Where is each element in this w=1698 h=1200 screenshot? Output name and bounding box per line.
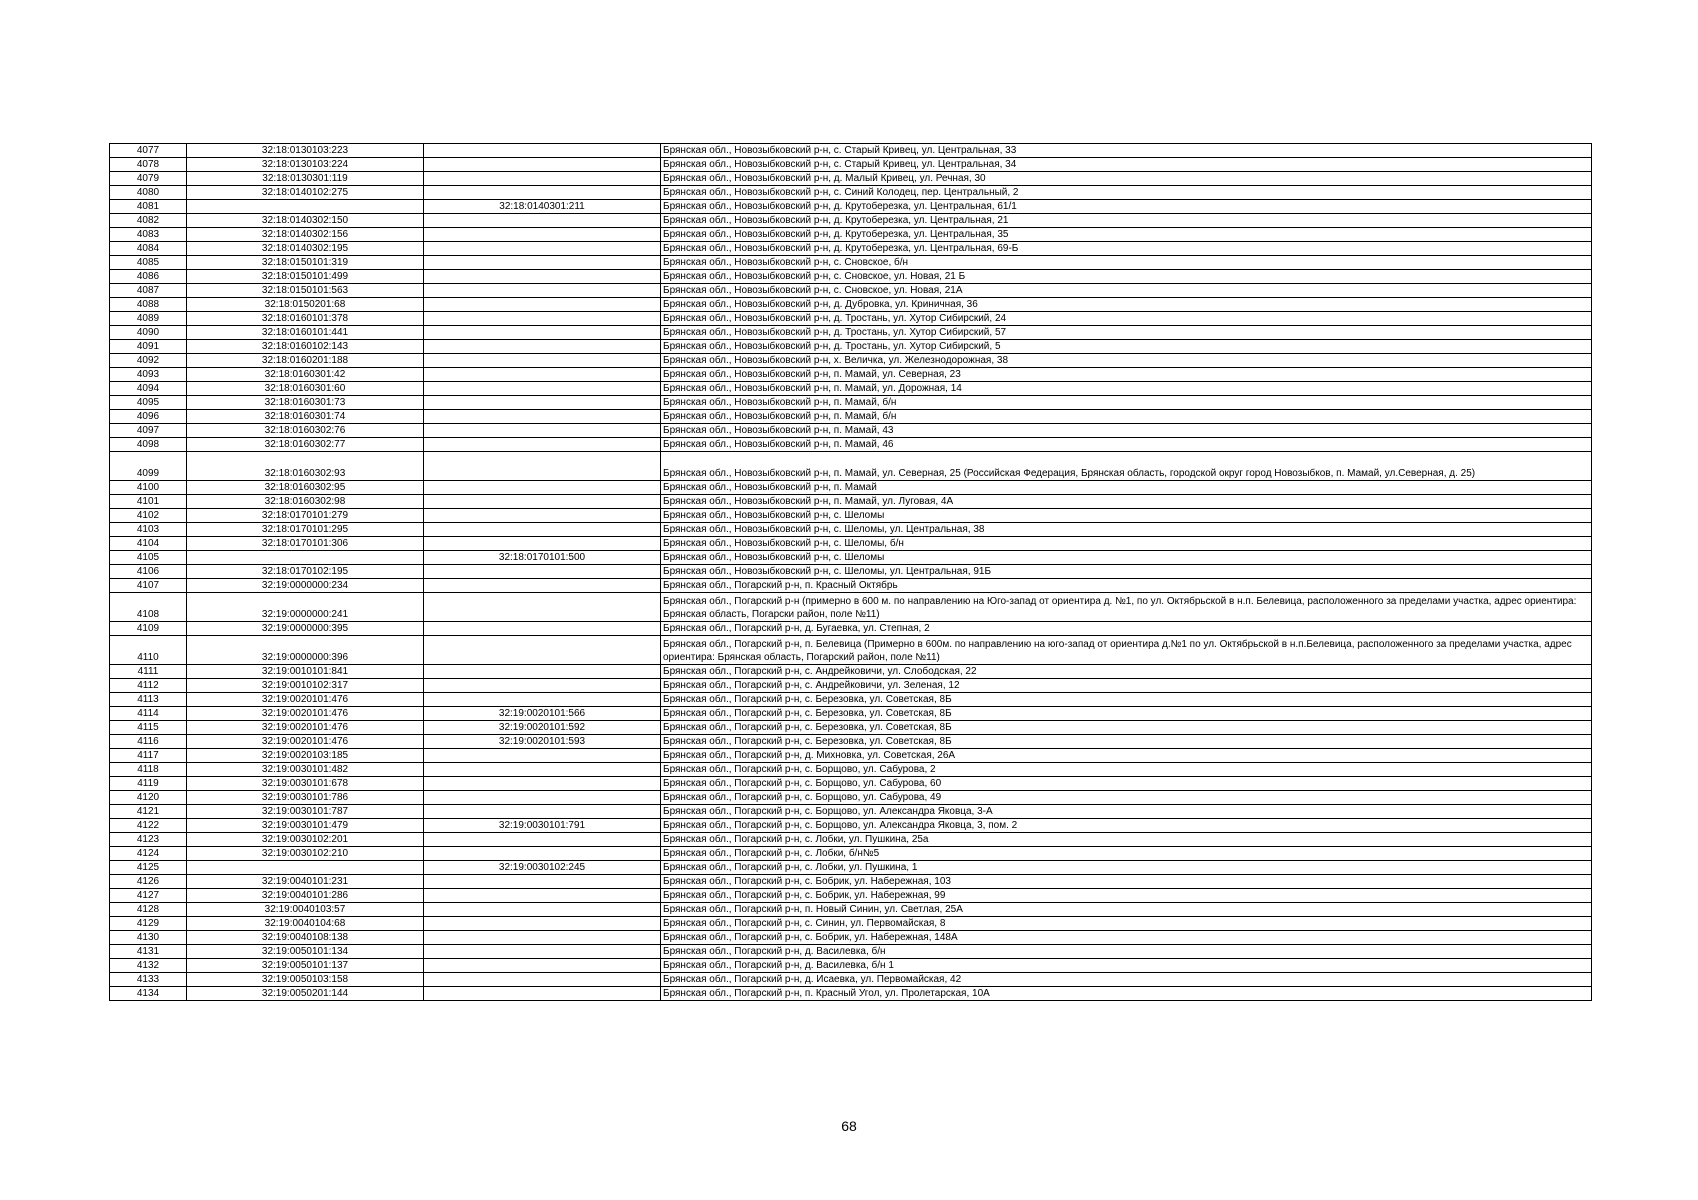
row-number-cell: 4120 [110, 791, 187, 805]
secondary-cadastral-number-cell: 32:19:0020101:593 [424, 735, 661, 749]
secondary-cadastral-number-cell [424, 931, 661, 945]
row-number-cell: 4093 [110, 368, 187, 382]
address-cell: Брянская обл., Погарский р-н, п. Белевица (Примерно в 600м. по направлению на юго-запад от ориентира д.№1 по ул. Октябрьской в н.п.Белевица, расположенного за пределами участка, адрес ориентира: Брянская область, Погарский район, поле №11) [661, 636, 1592, 665]
address-cell: Брянская обл., Погарский р-н, с. Бобрик, ул. Набережная, 103 [661, 875, 1592, 889]
table-row [110, 172, 1592, 186]
secondary-cadastral-number-cell [424, 973, 661, 987]
table-row [110, 721, 1592, 735]
cadastral-number-cell: 32:19:0000000:234 [187, 579, 424, 593]
row-number-cell: 4089 [110, 312, 187, 326]
cadastral-number-cell: 32:19:0030101:482 [187, 763, 424, 777]
address-cell: Брянская обл., Новозыбковский р-н, п. Мамай, 46 [661, 438, 1592, 452]
secondary-cadastral-number-cell [424, 382, 661, 396]
address-cell: Брянская обл., Новозыбковский р-н, с. Шеломы, ул. Центральная, 91Б [661, 565, 1592, 579]
cadastral-number-cell: 32:19:0050101:137 [187, 959, 424, 973]
address-cell: Брянская обл., Погарский р-н, с. Бобрик, ул. Набережная, 99 [661, 889, 1592, 903]
row-number-cell: 4132 [110, 959, 187, 973]
address-cell: Брянская обл., Новозыбковский р-н, д. Тростань, ул. Хутор Сибирский, 57 [661, 326, 1592, 340]
secondary-cadastral-number-cell [424, 917, 661, 931]
table-row [110, 551, 1592, 565]
cadastral-number-cell: 32:18:0130301:119 [187, 172, 424, 186]
table-row [110, 537, 1592, 551]
secondary-cadastral-number-cell [424, 256, 661, 270]
secondary-cadastral-number-cell [424, 791, 661, 805]
cadastral-number-cell: 32:19:0040101:286 [187, 889, 424, 903]
secondary-cadastral-number-cell [424, 945, 661, 959]
row-number-cell: 4091 [110, 340, 187, 354]
secondary-cadastral-number-cell: 32:19:0030102:245 [424, 861, 661, 875]
table-row [110, 354, 1592, 368]
table-row [110, 622, 1592, 636]
row-number-cell: 4096 [110, 410, 187, 424]
cadastral-number-cell: 32:19:0020103:185 [187, 749, 424, 763]
row-number-cell: 4118 [110, 763, 187, 777]
table-row [110, 228, 1592, 242]
table-row [110, 875, 1592, 889]
row-number-cell: 4109 [110, 622, 187, 636]
row-number-cell: 4097 [110, 424, 187, 438]
row-number-cell: 4099 [110, 452, 187, 481]
secondary-cadastral-number-cell [424, 579, 661, 593]
table-row [110, 889, 1592, 903]
row-number-cell: 4079 [110, 172, 187, 186]
table-row [110, 200, 1592, 214]
table-row [110, 665, 1592, 679]
address-cell: Брянская обл., Погарский р-н, п. Новый Синин, ул. Светлая, 25А [661, 903, 1592, 917]
table-row [110, 481, 1592, 495]
secondary-cadastral-number-cell [424, 959, 661, 973]
address-cell: Брянская обл., Новозыбковский р-н, с. Синий Колодец, пер. Центральный, 2 [661, 186, 1592, 200]
secondary-cadastral-number-cell [424, 326, 661, 340]
secondary-cadastral-number-cell [424, 214, 661, 228]
cadastral-number-cell: 32:18:0150101:563 [187, 284, 424, 298]
secondary-cadastral-number-cell: 32:18:0170101:500 [424, 551, 661, 565]
row-number-cell: 4114 [110, 707, 187, 721]
cadastral-number-cell: 32:18:0170101:306 [187, 537, 424, 551]
table-row [110, 410, 1592, 424]
secondary-cadastral-number-cell [424, 410, 661, 424]
row-number-cell: 4122 [110, 819, 187, 833]
cadastral-number-cell: 32:18:0160301:73 [187, 396, 424, 410]
row-number-cell: 4116 [110, 735, 187, 749]
cadastral-number-cell: 32:19:0040108:138 [187, 931, 424, 945]
secondary-cadastral-number-cell [424, 777, 661, 791]
cadastral-number-cell: 32:18:0150101:319 [187, 256, 424, 270]
table-row [110, 707, 1592, 721]
row-number-cell: 4129 [110, 917, 187, 931]
secondary-cadastral-number-cell [424, 763, 661, 777]
row-number-cell: 4117 [110, 749, 187, 763]
cadastral-number-cell: 32:18:0170101:279 [187, 509, 424, 523]
table-row [110, 917, 1592, 931]
address-cell: Брянская обл., Новозыбковский р-н, д. Дубровка, ул. Криничная, 36 [661, 298, 1592, 312]
cadastral-number-cell: 32:19:0030101:678 [187, 777, 424, 791]
cadastral-number-cell: 32:19:0020101:476 [187, 735, 424, 749]
secondary-cadastral-number-cell [424, 749, 661, 763]
table-row [110, 438, 1592, 452]
secondary-cadastral-number-cell [424, 270, 661, 284]
table-row [110, 396, 1592, 410]
row-number-cell: 4077 [110, 144, 187, 158]
secondary-cadastral-number-cell [424, 298, 661, 312]
table-row [110, 903, 1592, 917]
address-cell: Брянская обл., Погарский р-н, с. Березовка, ул. Советская, 8Б [661, 707, 1592, 721]
secondary-cadastral-number-cell [424, 875, 661, 889]
secondary-cadastral-number-cell: 32:19:0020101:592 [424, 721, 661, 735]
table-row [110, 144, 1592, 158]
table-row [110, 973, 1592, 987]
secondary-cadastral-number-cell [424, 903, 661, 917]
address-cell: Брянская обл., Погарский р-н, д. Василевка, б/н [661, 945, 1592, 959]
cadastral-number-cell: 32:19:0030102:210 [187, 847, 424, 861]
address-cell: Брянская обл., Новозыбковский р-н, д. Крутоберезка, ул. Центральная, 21 [661, 214, 1592, 228]
table-row [110, 242, 1592, 256]
secondary-cadastral-number-cell [424, 186, 661, 200]
address-cell: Брянская обл., Новозыбковский р-н, д. Тростань, ул. Хутор Сибирский, 5 [661, 340, 1592, 354]
cadastral-number-cell: 32:19:0000000:241 [187, 593, 424, 622]
address-cell: Брянская обл., Новозыбковский р-н, д. Крутоберезка, ул. Центральная, 69-Б [661, 242, 1592, 256]
cadastral-number-cell: 32:18:0160302:95 [187, 481, 424, 495]
table-row [110, 424, 1592, 438]
address-cell: Брянская обл., Погарский р-н, д. Исаевка, ул. Первомайская, 42 [661, 973, 1592, 987]
row-number-cell: 4134 [110, 987, 187, 1001]
secondary-cadastral-number-cell [424, 396, 661, 410]
cadastral-number-cell: 32:18:0170102:195 [187, 565, 424, 579]
address-cell: Брянская обл., Погарский р-н, с. Андрейковичи, ул. Зеленая, 12 [661, 679, 1592, 693]
table-row [110, 326, 1592, 340]
address-cell: Брянская обл., Новозыбковский р-н, п. Мамай, 43 [661, 424, 1592, 438]
secondary-cadastral-number-cell [424, 452, 661, 481]
cadastral-number-cell [187, 551, 424, 565]
table-row [110, 987, 1592, 1001]
row-number-cell: 4088 [110, 298, 187, 312]
address-cell: Брянская обл., Погарский р-н, с. Борщово, ул. Сабурова, 49 [661, 791, 1592, 805]
table-row [110, 368, 1592, 382]
table-row [110, 636, 1592, 665]
secondary-cadastral-number-cell [424, 693, 661, 707]
table-row [110, 805, 1592, 819]
secondary-cadastral-number-cell [424, 523, 661, 537]
table-row [110, 847, 1592, 861]
table-row [110, 833, 1592, 847]
table-row [110, 523, 1592, 537]
secondary-cadastral-number-cell [424, 636, 661, 665]
address-cell: Брянская обл., Новозыбковский р-н, с. Старый Кривец, ул. Центральная, 34 [661, 158, 1592, 172]
row-number-cell: 4128 [110, 903, 187, 917]
address-cell: Брянская обл., Погарский р-н, д. Михновка, ул. Советская, 26А [661, 749, 1592, 763]
secondary-cadastral-number-cell [424, 228, 661, 242]
address-cell: Брянская обл., Погарский р-н, с. Березовка, ул. Советская, 8Б [661, 735, 1592, 749]
secondary-cadastral-number-cell: 32:19:0030101:791 [424, 819, 661, 833]
row-number-cell: 4102 [110, 509, 187, 523]
row-number-cell: 4123 [110, 833, 187, 847]
row-number-cell: 4081 [110, 200, 187, 214]
address-cell: Брянская обл., Погарский р-н, п. Красный Угол, ул. Пролетарская, 10А [661, 987, 1592, 1001]
row-number-cell: 4124 [110, 847, 187, 861]
secondary-cadastral-number-cell [424, 537, 661, 551]
table-row [110, 495, 1592, 509]
cadastral-number-cell: 32:18:0140102:275 [187, 186, 424, 200]
row-number-cell: 4133 [110, 973, 187, 987]
address-cell: Брянская обл., Погарский р-н, с. Борщово, ул. Сабурова, 60 [661, 777, 1592, 791]
table-row [110, 763, 1592, 777]
address-cell: Брянская обл., Новозыбковский р-н, п. Мамай, ул. Луговая, 4А [661, 495, 1592, 509]
table-row [110, 735, 1592, 749]
secondary-cadastral-number-cell [424, 805, 661, 819]
row-number-cell: 4098 [110, 438, 187, 452]
cadastral-number-cell: 32:19:0020101:476 [187, 707, 424, 721]
cadastral-number-cell: 32:18:0160102:143 [187, 340, 424, 354]
table-row [110, 298, 1592, 312]
table-row [110, 861, 1592, 875]
secondary-cadastral-number-cell [424, 679, 661, 693]
secondary-cadastral-number-cell [424, 833, 661, 847]
address-cell: Брянская обл., Новозыбковский р-н, с. Сновское, б/н [661, 256, 1592, 270]
cadastral-number-cell: 32:18:0160302:98 [187, 495, 424, 509]
row-number-cell: 4087 [110, 284, 187, 298]
address-cell: Брянская обл., Новозыбковский р-н, с. Старый Кривец, ул. Центральная, 33 [661, 144, 1592, 158]
row-number-cell: 4127 [110, 889, 187, 903]
row-number-cell: 4101 [110, 495, 187, 509]
table-row [110, 509, 1592, 523]
secondary-cadastral-number-cell [424, 593, 661, 622]
address-cell: Брянская обл., Новозыбковский р-н, п. Мамай, ул. Дорожная, 14 [661, 382, 1592, 396]
cadastral-number-cell: 32:18:0140302:156 [187, 228, 424, 242]
row-number-cell: 4107 [110, 579, 187, 593]
cadastral-number-cell: 32:18:0150101:499 [187, 270, 424, 284]
address-cell: Брянская обл., Новозыбковский р-н, с. Шеломы, ул. Центральная, 38 [661, 523, 1592, 537]
address-cell: Брянская обл., Погарский р-н, с. Березовка, ул. Советская, 8Б [661, 693, 1592, 707]
table-row [110, 312, 1592, 326]
address-cell: Брянская обл., Новозыбковский р-н, д. Тростань, ул. Хутор Сибирский, 24 [661, 312, 1592, 326]
cadastral-number-cell: 32:18:0160101:378 [187, 312, 424, 326]
cadastral-number-cell: 32:18:0150201:68 [187, 298, 424, 312]
secondary-cadastral-number-cell [424, 340, 661, 354]
cadastral-number-cell: 32:19:0040103:57 [187, 903, 424, 917]
address-cell: Брянская обл., Погарский р-н, с. Березовка, ул. Советская, 8Б [661, 721, 1592, 735]
cadastral-number-cell: 32:18:0160301:74 [187, 410, 424, 424]
address-cell: Брянская обл., Погарский р-н, с. Лобки, б/н№5 [661, 847, 1592, 861]
table-row [110, 186, 1592, 200]
table-row [110, 158, 1592, 172]
cadastral-number-cell: 32:18:0160301:42 [187, 368, 424, 382]
row-number-cell: 4090 [110, 326, 187, 340]
row-number-cell: 4100 [110, 481, 187, 495]
table-row [110, 284, 1592, 298]
address-cell: Брянская обл., Новозыбковский р-н, с. Шеломы [661, 509, 1592, 523]
cadastral-number-cell: 32:18:0160302:76 [187, 424, 424, 438]
secondary-cadastral-number-cell [424, 172, 661, 186]
row-number-cell: 4126 [110, 875, 187, 889]
cadastral-number-cell: 32:19:0020101:476 [187, 693, 424, 707]
row-number-cell: 4113 [110, 693, 187, 707]
table-row [110, 931, 1592, 945]
cadastral-number-cell [187, 861, 424, 875]
table-row [110, 593, 1592, 622]
table-row [110, 452, 1592, 481]
cadastral-number-cell: 32:19:0000000:395 [187, 622, 424, 636]
cadastral-number-cell: 32:18:0160201:188 [187, 354, 424, 368]
cadastral-number-cell: 32:18:0130103:224 [187, 158, 424, 172]
address-cell: Брянская обл., Новозыбковский р-н, п. Мамай [661, 481, 1592, 495]
cadastral-number-cell: 32:19:0010102:317 [187, 679, 424, 693]
row-number-cell: 4119 [110, 777, 187, 791]
cadastral-number-cell: 32:19:0030102:201 [187, 833, 424, 847]
table-row [110, 945, 1592, 959]
property-table [109, 143, 1592, 1001]
address-cell: Брянская обл., Новозыбковский р-н, с. Сновское, ул. Новая, 21А [661, 284, 1592, 298]
cadastral-number-cell: 32:18:0140302:150 [187, 214, 424, 228]
row-number-cell: 4082 [110, 214, 187, 228]
secondary-cadastral-number-cell [424, 622, 661, 636]
address-cell: Брянская обл., Погарский р-н, с. Бобрик, ул. Набережная, 148А [661, 931, 1592, 945]
secondary-cadastral-number-cell [424, 509, 661, 523]
address-cell: Брянская обл., Погарский р-н, д. Василевка, б/н 1 [661, 959, 1592, 973]
cadastral-number-cell: 32:19:0020101:476 [187, 721, 424, 735]
secondary-cadastral-number-cell [424, 284, 661, 298]
cadastral-number-cell: 32:19:0040104:68 [187, 917, 424, 931]
table-row [110, 791, 1592, 805]
address-cell: Брянская обл., Новозыбковский р-н, п. Мамай, ул. Северная, 25 (Российская Федерация, Брянская область, городской округ город Новозыбков, п. Мамай, ул.Северная, д. 25) [661, 452, 1592, 481]
address-cell: Брянская обл., Новозыбковский р-н, х. Величка, ул. Железнодорожная, 38 [661, 354, 1592, 368]
address-cell: Брянская обл., Погарский р-н, с. Лобки, ул. Пушкина, 25а [661, 833, 1592, 847]
secondary-cadastral-number-cell [424, 847, 661, 861]
address-cell: Брянская обл., Погарский р-н, с. Борщово, ул. Сабурова, 2 [661, 763, 1592, 777]
address-cell: Брянская обл., Новозыбковский р-н, п. Мамай, б/н [661, 410, 1592, 424]
address-cell: Брянская обл., Новозыбковский р-н, с. Шеломы, б/н [661, 537, 1592, 551]
secondary-cadastral-number-cell [424, 354, 661, 368]
row-number-cell: 4092 [110, 354, 187, 368]
secondary-cadastral-number-cell [424, 481, 661, 495]
page-number: 68 [841, 1118, 857, 1134]
cadastral-number-cell: 32:18:0160101:441 [187, 326, 424, 340]
cadastral-number-cell: 32:19:0050201:144 [187, 987, 424, 1001]
cadastral-number-cell: 32:19:0040101:231 [187, 875, 424, 889]
table-row [110, 693, 1592, 707]
row-number-cell: 4084 [110, 242, 187, 256]
table-row [110, 959, 1592, 973]
address-cell: Брянская обл., Новозыбковский р-н, д. Малый Кривец, ул. Речная, 30 [661, 172, 1592, 186]
cadastral-number-cell: 32:18:0160302:93 [187, 452, 424, 481]
address-cell: Брянская обл., Погарский р-н, с. Андрейковичи, ул. Слободская, 22 [661, 665, 1592, 679]
row-number-cell: 4105 [110, 551, 187, 565]
cadastral-number-cell: 32:19:0030101:787 [187, 805, 424, 819]
row-number-cell: 4078 [110, 158, 187, 172]
table-row [110, 749, 1592, 763]
address-cell: Брянская обл., Новозыбковский р-н, п. Мамай, б/н [661, 396, 1592, 410]
address-cell: Брянская обл., Погарский р-н, д. Бугаевка, ул. Степная, 2 [661, 622, 1592, 636]
address-cell: Брянская обл., Погарский р-н, п. Красный Октябрь [661, 579, 1592, 593]
address-cell: Брянская обл., Новозыбковский р-н, с. Сновское, ул. Новая, 21 Б [661, 270, 1592, 284]
row-number-cell: 4080 [110, 186, 187, 200]
cadastral-number-cell [187, 200, 424, 214]
cadastral-number-cell: 32:18:0140302:195 [187, 242, 424, 256]
address-cell: Брянская обл., Новозыбковский р-н, д. Крутоберезка, ул. Центральная, 35 [661, 228, 1592, 242]
table-row [110, 777, 1592, 791]
table-row [110, 679, 1592, 693]
secondary-cadastral-number-cell [424, 495, 661, 509]
cadastral-number-cell: 32:18:0160302:77 [187, 438, 424, 452]
table-row [110, 256, 1592, 270]
secondary-cadastral-number-cell [424, 665, 661, 679]
secondary-cadastral-number-cell [424, 424, 661, 438]
row-number-cell: 4104 [110, 537, 187, 551]
row-number-cell: 4103 [110, 523, 187, 537]
secondary-cadastral-number-cell [424, 889, 661, 903]
address-cell: Брянская обл., Новозыбковский р-н, с. Шеломы [661, 551, 1592, 565]
secondary-cadastral-number-cell [424, 987, 661, 1001]
secondary-cadastral-number-cell [424, 368, 661, 382]
secondary-cadastral-number-cell [424, 312, 661, 326]
secondary-cadastral-number-cell [424, 565, 661, 579]
row-number-cell: 4130 [110, 931, 187, 945]
row-number-cell: 4095 [110, 396, 187, 410]
address-cell: Брянская обл., Погарский р-н, с. Борщово, ул. Александра Яковца, 3-А [661, 805, 1592, 819]
table-row [110, 214, 1592, 228]
secondary-cadastral-number-cell [424, 158, 661, 172]
row-number-cell: 4111 [110, 665, 187, 679]
secondary-cadastral-number-cell [424, 438, 661, 452]
row-number-cell: 4094 [110, 382, 187, 396]
cadastral-number-cell: 32:18:0170101:295 [187, 523, 424, 537]
cadastral-number-cell: 32:19:0030101:479 [187, 819, 424, 833]
cadastral-number-cell: 32:19:0050103:158 [187, 973, 424, 987]
row-number-cell: 4083 [110, 228, 187, 242]
secondary-cadastral-number-cell: 32:18:0140301:211 [424, 200, 661, 214]
address-cell: Брянская обл., Погарский р-н, с. Синин, ул. Первомайская, 8 [661, 917, 1592, 931]
row-number-cell: 4115 [110, 721, 187, 735]
row-number-cell: 4121 [110, 805, 187, 819]
row-number-cell: 4112 [110, 679, 187, 693]
address-cell: Брянская обл., Новозыбковский р-н, д. Крутоберезка, ул. Центральная, 61/1 [661, 200, 1592, 214]
cadastral-number-cell: 32:19:0000000:396 [187, 636, 424, 665]
cadastral-number-cell: 32:19:0010101:841 [187, 665, 424, 679]
cadastral-number-cell: 32:18:0160301:60 [187, 382, 424, 396]
row-number-cell: 4106 [110, 565, 187, 579]
cadastral-number-cell: 32:19:0030101:786 [187, 791, 424, 805]
secondary-cadastral-number-cell: 32:19:0020101:566 [424, 707, 661, 721]
row-number-cell: 4108 [110, 593, 187, 622]
row-number-cell: 4085 [110, 256, 187, 270]
cadastral-number-cell: 32:18:0130103:223 [187, 144, 424, 158]
secondary-cadastral-number-cell [424, 242, 661, 256]
cadastral-number-cell: 32:19:0050101:134 [187, 945, 424, 959]
address-cell: Брянская обл., Погарский р-н, с. Борщово, ул. Александра Яковца, 3, пом. 2 [661, 819, 1592, 833]
table-row [110, 340, 1592, 354]
row-number-cell: 4125 [110, 861, 187, 875]
table-row [110, 819, 1592, 833]
property-table-body [110, 144, 1592, 1001]
address-cell: Брянская обл., Погарский р-н (примерно в 600 м. по направлению на Юго-запад от ориентира д. №1, по ул. Октябрьской в н.п. Белевица, расположенного за пределами участка, адрес ориентира: Брянская область, Погарски район, поле №11) [661, 593, 1592, 622]
table-row [110, 382, 1592, 396]
row-number-cell: 4110 [110, 636, 187, 665]
row-number-cell: 4086 [110, 270, 187, 284]
table-row [110, 579, 1592, 593]
address-cell: Брянская обл., Новозыбковский р-н, п. Мамай, ул. Северная, 23 [661, 368, 1592, 382]
table-row [110, 270, 1592, 284]
table-row [110, 565, 1592, 579]
row-number-cell: 4131 [110, 945, 187, 959]
secondary-cadastral-number-cell [424, 144, 661, 158]
address-cell: Брянская обл., Погарский р-н, с. Лобки, ул. Пушкина, 1 [661, 861, 1592, 875]
